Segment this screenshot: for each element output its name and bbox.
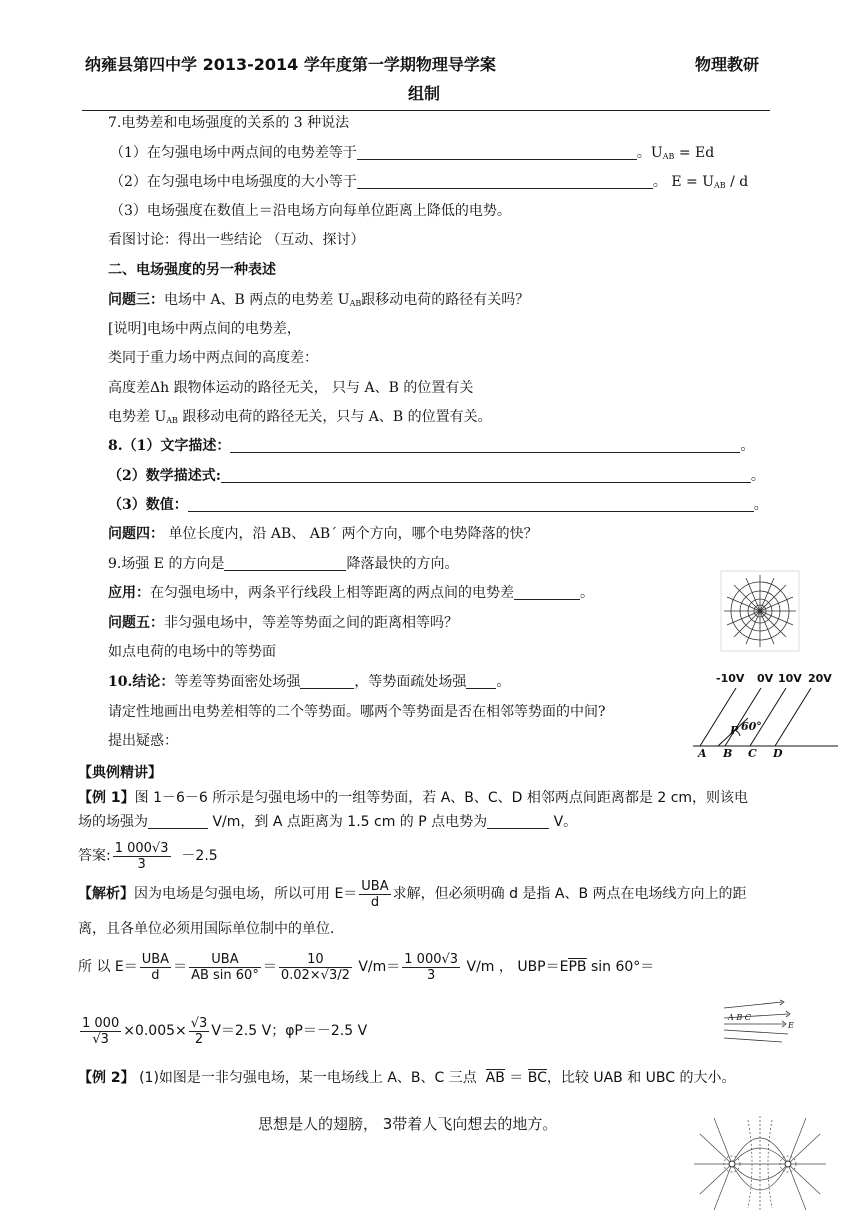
s8-l1-end: 。: [740, 438, 755, 454]
item2-formula: 。 E = U: [652, 174, 715, 190]
section7-title: 7.电势差和电场强度的关系的 3 种说法: [108, 115, 350, 131]
section7-item3: （3）电场强度在数值上＝沿电场方向每单位距离上降低的电势。: [110, 203, 511, 219]
section7-item2: [110, 173, 748, 195]
f1-n: UBA: [141, 951, 170, 967]
field-line-figure: [720, 998, 800, 1044]
ex1-l2-c: V。: [549, 814, 578, 830]
formula-sin: sin 60°＝: [586, 959, 655, 975]
f1-d: d: [151, 967, 160, 983]
example2-line: [78, 1064, 736, 1092]
item2-text: （2）在匀强电场中电场强度的大小等于: [110, 174, 357, 190]
q5-label: 问题五：: [108, 615, 164, 631]
formula-prefix: 所 以 E＝: [78, 959, 138, 975]
explain4-sub: AB: [166, 416, 178, 425]
ex1-line1-text: 图 1－6－6 所示是匀强电场中的一组等势面，若 A、B、C、D 相邻两点间距离都是 2 cm，则该电: [134, 790, 749, 806]
section10: [108, 673, 510, 691]
analysis-frac: [359, 879, 390, 910]
formula-f3: [279, 952, 352, 983]
result-f2: [189, 1016, 210, 1047]
apply-end: 。: [580, 585, 594, 601]
formula-eq1: ＝: [173, 959, 188, 975]
explain-line4: [108, 408, 492, 430]
analysis-l1-b: 求解，但必须明确 d 是指 A、B 两点在电场线方向上的距: [392, 886, 747, 902]
s8-l3-end: 。: [753, 497, 768, 513]
q5-text: 非匀强电场中，等差等势面之间的距离相等吗？: [164, 615, 458, 631]
formula-f4: [402, 952, 460, 983]
point-charge-line: 如点电荷的电场中的等势面: [108, 644, 276, 660]
item2-sub: AB: [714, 181, 726, 190]
item1-text: （1）在匀强电场中两点间的电势差等于: [110, 145, 357, 161]
ex2-ab: AB: [485, 1070, 505, 1086]
s10-a: 等差等势面密处场强: [174, 674, 301, 690]
explain-line3: 高度差Δh 跟物体运动的路径无关， 只与 A、B 的位置有关: [108, 380, 474, 396]
analysis-formula: [78, 944, 654, 990]
apply-blank: [514, 585, 580, 600]
answer-den: 3: [137, 856, 146, 872]
eq-point-b: B: [723, 747, 733, 758]
apply-label: 应用：: [108, 585, 150, 601]
field-line-e: E: [788, 1021, 794, 1030]
s10-b: ，等势面疏处场强: [354, 674, 467, 690]
eq-point-d: D: [773, 747, 783, 758]
eq-p-label: P: [730, 724, 739, 737]
s8-l3-blank: [188, 497, 754, 512]
apply-text: 在匀强电场中，两条平行线段上相等距离的两点间的电势差: [150, 585, 514, 601]
s9-a: 9.场强 E 的方向是: [108, 556, 225, 572]
ex2-eq: ＝: [504, 1070, 528, 1086]
example1-answer: [78, 836, 218, 876]
s10-blank2: [466, 674, 496, 689]
item1-formula: 。U: [636, 145, 663, 161]
result-f2-n: √3: [190, 1015, 208, 1031]
example1-line2: [78, 813, 577, 831]
eq-point-c: C: [748, 747, 757, 758]
footer-quote: 思想是人的翅膀， 3带着人飞向想去的地方。: [258, 1115, 558, 1133]
ex1-l2-a: 场的场强为: [78, 814, 148, 830]
eq-label-0: 0V: [757, 672, 774, 685]
discuss-line: 看图讨论：得出一些结论 （互动、探讨）: [108, 232, 365, 248]
example1-line1: [78, 789, 748, 807]
f4-d: 3: [427, 967, 436, 983]
explain-line2: 类同于重力场中两点间的高度差：: [108, 350, 318, 366]
item1-tail: = Ed: [674, 145, 715, 161]
s10-blank1: [300, 674, 354, 689]
f4-n: 1 000√3: [404, 951, 459, 967]
result-mid: ×0.005×: [123, 1023, 187, 1039]
q3-label: 问题三：: [108, 292, 164, 308]
formula-pb: PB: [568, 959, 587, 975]
ex1-label: 【例 1】: [78, 790, 135, 806]
ex2-label: 【例 2】: [78, 1070, 135, 1086]
section8-line1: [108, 437, 754, 455]
item1-sub: AB: [662, 152, 675, 161]
section9: [108, 555, 458, 573]
section8-line3: [108, 496, 768, 514]
section7-item1: [110, 144, 714, 166]
ex2-bc: BC: [527, 1070, 547, 1086]
f3-n: 10: [279, 952, 352, 968]
ex1-blank1: [148, 814, 208, 829]
point-charge-figure: [720, 570, 800, 652]
draw-task: 请定性地画出电势差相等的二个等势面。哪两个等势面是否在相邻等势面的中间?: [108, 704, 606, 720]
s8-l2-end: 。: [750, 468, 765, 484]
eq-point-a: A: [698, 747, 707, 758]
formula-unit2: V/m ， UBP＝E: [462, 959, 569, 975]
s8-l1-label: 8.（1）文字描述：: [108, 438, 231, 454]
explain4-b: 跟移动电荷的路径无关，只与 A、B 的位置有关。: [177, 409, 492, 425]
answer-tail: －2.5: [181, 848, 218, 864]
section2-title: 二、电场强度的另一种表述: [108, 262, 276, 278]
eq-angle: 60°: [741, 720, 762, 733]
item1-blank: [357, 145, 637, 160]
examples-title: 【典例精讲】: [78, 765, 162, 781]
result-f1-n: 1 000: [82, 1015, 120, 1031]
result-f1-d: √3: [92, 1031, 109, 1047]
answer-label: 答案:: [78, 848, 111, 864]
question4: [108, 525, 538, 543]
analysis-line1: [78, 876, 747, 912]
q4-text: 单位长度内，沿 AB、 AB´ 两个方向，哪个电势降落的快？: [164, 526, 538, 542]
result-f2-d: 2: [194, 1031, 204, 1047]
formula-f1: [140, 952, 171, 983]
q3-text-a: 电场中 A、B 两点的电势差 U: [164, 292, 350, 308]
s8-l1-blank: [230, 438, 740, 453]
result-f1: [80, 1016, 121, 1047]
s8-l3-label: （3）数值：: [108, 497, 188, 513]
group-label-b: 组制: [408, 84, 441, 103]
analysis-frac-d: d: [370, 894, 380, 910]
s8-l2-label: （2）数学描述式:: [108, 468, 221, 484]
q3-text-b: 跟移动电荷的路径有关吗？: [361, 292, 530, 308]
f3-d: 0.02×√3/2: [280, 967, 350, 983]
group-label-a: 物理教研: [695, 55, 760, 74]
eq-label-20: 20V: [808, 672, 832, 685]
analysis-frac-n: UBA: [361, 878, 389, 894]
explain4-a: 电势差 U: [108, 409, 167, 425]
equipotential-figure: [690, 668, 840, 758]
analysis-l1-a: 因为电场是匀强电场，所以可用 E＝: [134, 886, 358, 902]
dipole-figure: [692, 1112, 828, 1216]
header-rule: [82, 110, 770, 111]
answer-num: 1 000√3: [114, 840, 169, 856]
f2-n: UBA: [189, 952, 261, 968]
ex1-blank2: [487, 814, 549, 829]
field-line-points: A B C: [728, 1013, 751, 1022]
result-tail: V＝2.5 V；φP＝－2.5 V: [211, 1023, 368, 1039]
q3-sub: AB: [349, 299, 362, 308]
ex2-text-b: ，比较 UAB 和 UBC 的大小。: [546, 1070, 736, 1086]
s8-l2-blank: [221, 468, 751, 483]
s9-b: 降落最快的方向。: [346, 556, 459, 572]
analysis-label: 【解析】: [78, 886, 134, 902]
section8-line2: [108, 467, 765, 485]
question3: [108, 291, 529, 313]
ex1-l2-b: V/m，到 A 点距离为 1.5 cm 的 P 点电势为: [208, 814, 488, 830]
item2-tail: / d: [725, 174, 749, 190]
s9-blank: [224, 556, 346, 571]
formula-f2: [189, 952, 261, 983]
apply-line: [108, 584, 594, 602]
eq-label-10: 10V: [778, 672, 802, 685]
explain-line1: [说明]电场中两点间的电势差，: [108, 321, 301, 337]
f2-d: AB sin 60°: [191, 967, 259, 983]
answer-fraction: [113, 841, 171, 872]
q4-label: 问题四：: [108, 526, 164, 542]
s10-c: 。: [496, 674, 511, 690]
s10-label: 10.结论：: [108, 674, 175, 690]
ex2-text-a: (1)如图是一非匀强电场，某一电场线上 A、B、C 三点: [134, 1070, 477, 1086]
formula-unit1: V/m＝: [353, 959, 401, 975]
doubts-line: 提出疑惑：: [108, 733, 178, 749]
eq-label-minus10: -10V: [716, 672, 745, 685]
analysis-result: [78, 1008, 367, 1054]
item2-blank: [357, 174, 653, 189]
analysis-line2: 离，且各单位必须用国际单位制中的单位．: [78, 921, 344, 937]
school-title: 纳雍县第四中学 2013-2014 学年度第一学期物理导学案: [85, 55, 496, 74]
question5: [108, 614, 458, 632]
formula-eq2: ＝: [262, 959, 277, 975]
